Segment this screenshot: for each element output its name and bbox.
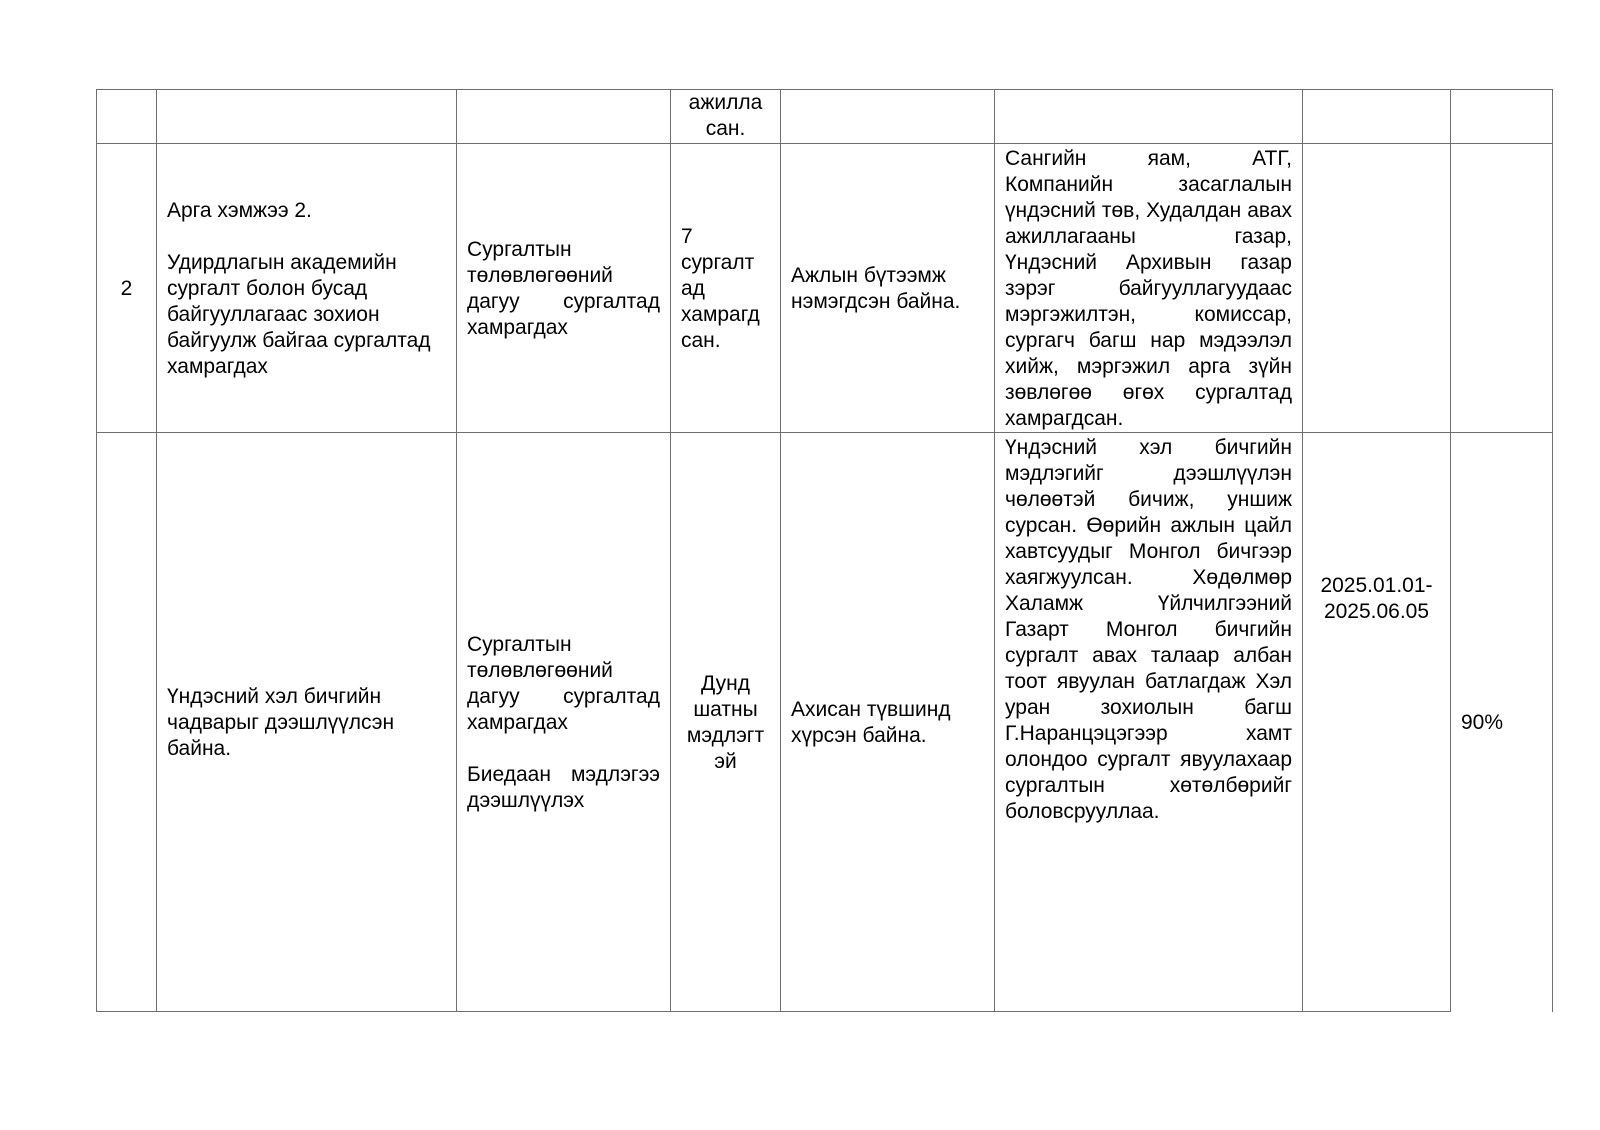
cell-activity [157, 90, 457, 144]
cell-detail [995, 90, 1303, 144]
plan-report-table [96, 89, 1553, 1012]
paragraph-gap [167, 224, 446, 250]
cell-no: 2 [97, 144, 157, 433]
table-row [97, 90, 1553, 144]
cell-result [781, 90, 995, 144]
cell-method [457, 90, 671, 144]
cell-detail: Сангийн яам, АТГ, Компанийн засаглалын үндэсний төв, Худалдан авах ажиллагааны газар, Үндэсний Архивын газар зэрэг байгууллагуудаас мэргэжилтэн, комиссар, сургагч багш нар мэдээлэл хийж, мэргэжил арга зүйн зөвлөгөө өгөх сургалтад хамрагдсан. [995, 144, 1303, 433]
activity-text: Удирдлагын академийн сургалт болон бусад байгууллагаас зохион байгуулж байгаа сургалтад хамрагдах [167, 251, 431, 378]
table-row [97, 144, 1553, 433]
cell-indicator: 7 сургалт ад хамрагд сан. [671, 144, 781, 433]
cell-no [97, 433, 157, 1012]
method-item-2: Биедаан мэдлэгээ дээшлүүлэх [467, 763, 660, 812]
cell-method: Сургалтын төлөвлөгөөний дагуу сургалтад хамрагдах [457, 144, 671, 433]
cell-percent [1451, 144, 1553, 433]
cell-period [1303, 144, 1451, 433]
cell-indicator: Дунд шатны мэдлэгт эй [671, 433, 781, 1012]
cell-method [457, 433, 671, 1012]
cell-percent: 90% [1451, 433, 1553, 1012]
paragraph-gap [467, 736, 660, 762]
cell-activity: Үндэсний хэл бичгийн чадварыг дээшлүүлсэн байна. [157, 433, 457, 1012]
table-row [97, 433, 1553, 1012]
cell-period [1303, 90, 1451, 144]
activity-title: Арга хэмжээ 2. [167, 199, 312, 222]
cell-period: 2025.01.01-2025.06.05 [1303, 433, 1451, 1012]
cell-activity [157, 144, 457, 433]
method-item-1: Сургалтын төлөвлөгөөний дагуу сургалтад хамрагдах [467, 633, 660, 734]
cell-result: Ахисан түвшинд хүрсэн байна. [781, 433, 995, 1012]
cell-result: Ажлын бүтээмж нэмэгдсэн байна. [781, 144, 995, 433]
cell-percent [1451, 90, 1553, 144]
cell-indicator: ажилла сан. [671, 90, 781, 144]
cell-no [97, 90, 157, 144]
cell-detail: Үндэсний хэл бичгийн мэдлэгийг дээшлүүлэн чөлөөтэй бичиж, уншиж сурсан. Өөрийн ажлын цайл хавтсуудыг Монгол бичгээр хаягжуулсан. Хөдөлмөр Халамж Үйлчилгээний Газарт Монгол бичгийн сургалт авах талаар албан тоот явуулан батлагдаж Хэл уран зохиолын багш Г.Наранцэцэгээр хамт олондоо сургалт явуулахаар сургалтын хөтөлбөрийг боловсруулла​а. [995, 433, 1303, 1012]
